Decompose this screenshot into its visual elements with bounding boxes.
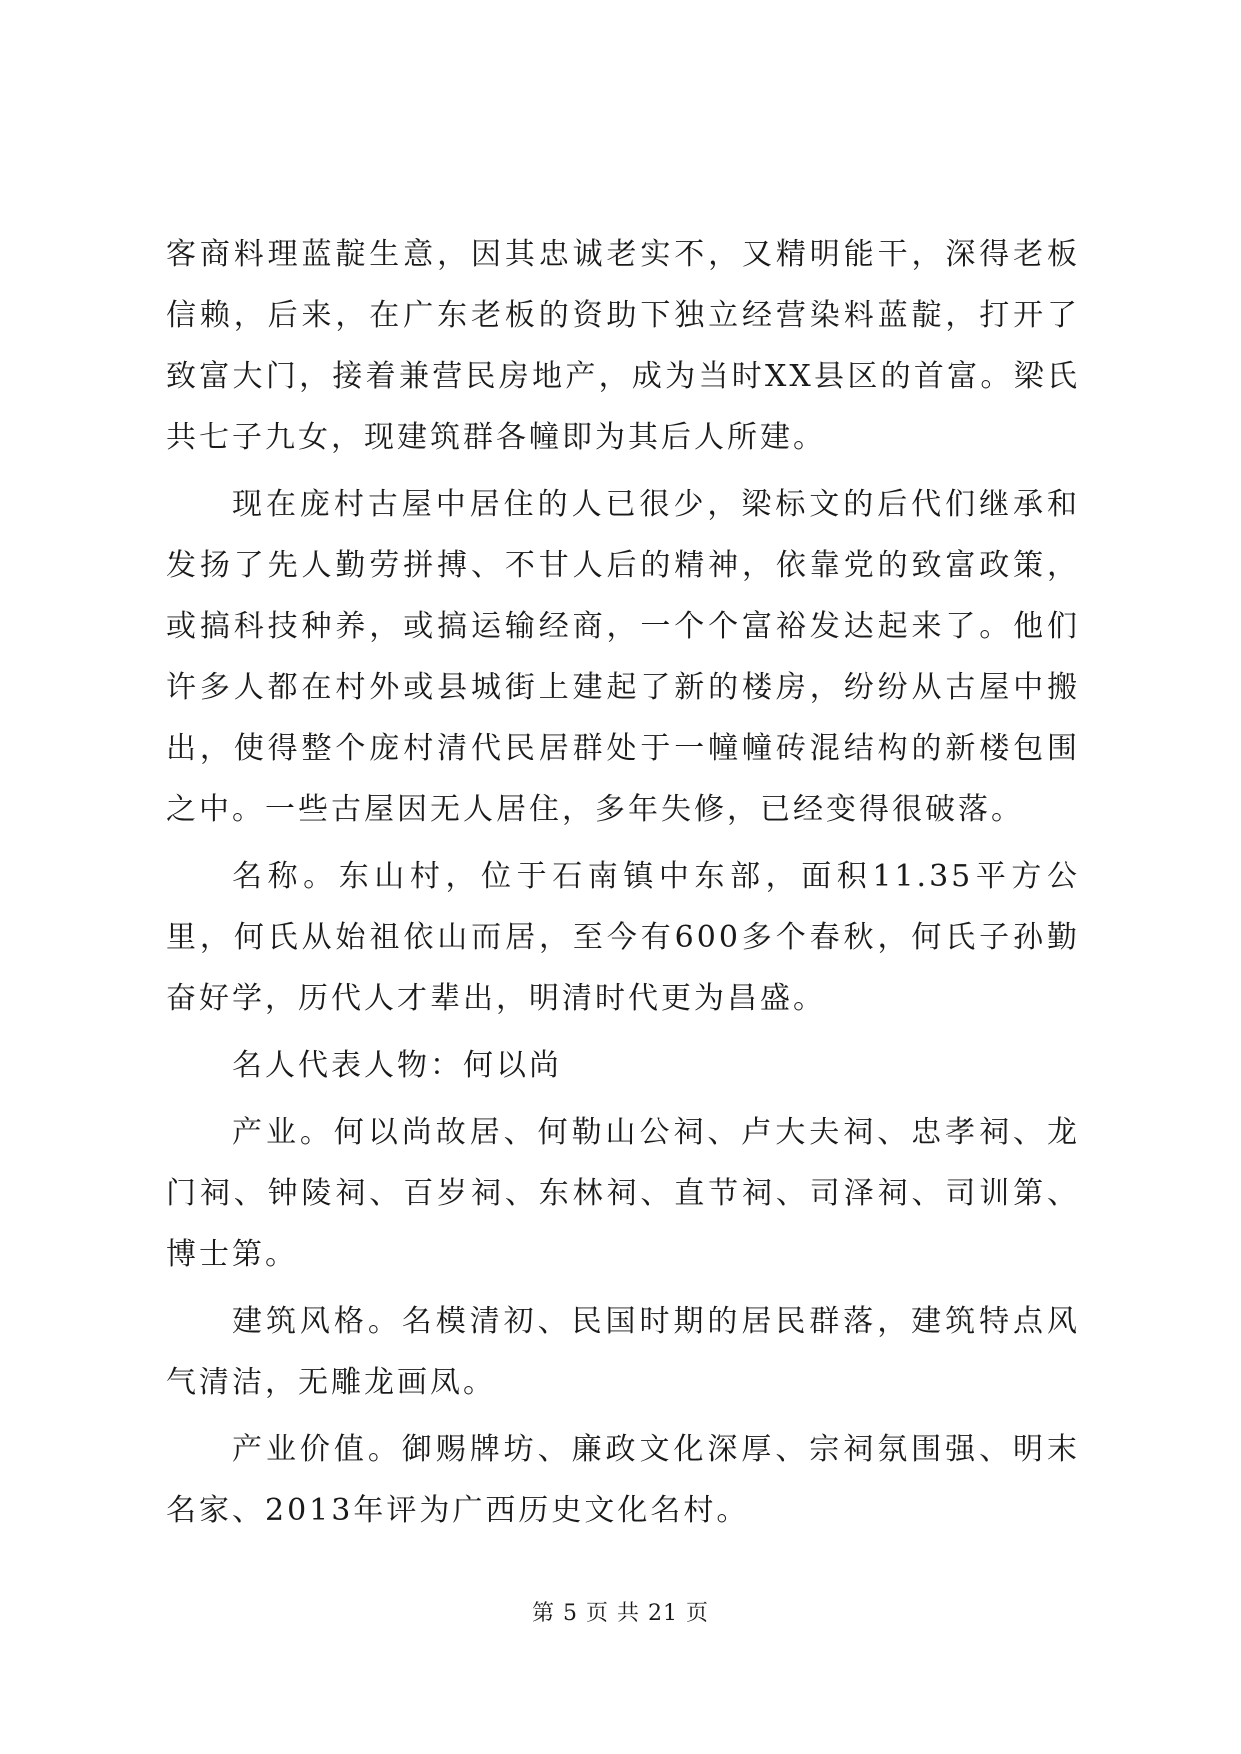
paragraph-5: 产业。何以尚故居、何勒山公祠、卢大夫祠、忠孝祠、龙门祠、钟陵祠、百岁祠、东林祠、直节祠、司泽祠、司训第、博士第。	[166, 1115, 1080, 1272]
paragraph-3: 名称。东山村，位于石南镇中东部，面积11.35平方公里，何氏从始祖依山而居，至今有600多个春秋，何氏子孙勤奋好学，历代人才辈出，明清时代更为昌盛。	[166, 859, 1080, 1016]
paragraph-6: 建筑风格。名模清初、民国时期的居民群落，建筑特点风气清洁，无雕龙画凤。	[166, 1304, 1080, 1400]
page-number-footer: 第 5 页 共 21 页	[532, 1601, 709, 1626]
paragraph-4: 名人代表人物：何以尚	[232, 1048, 562, 1083]
paragraph-2: 现在庞村古屋中居住的人已很少，梁标文的后代们继承和发扬了先人勤劳拼搏、不甘人后的精神，依靠党的致富政策，或搞科技种养，或搞运输经商，一个个富裕发达起来了。他们许多人都在村外或县城街上建起了新的楼房，纷纷从古屋中搬出，使得整个庞村清代民居群处于一幢幢砖混结构的新楼包围之中。一些古屋因无人居住，多年失修，已经变得很破落。	[166, 487, 1080, 827]
paragraph-1: 客商料理蓝靛生意，因其忠诚老实不，又精明能干，深得老板信赖，后来，在广东老板的资助下独立经营染料蓝靛，打开了致富大门，接着兼营民房地产，成为当时XX县区的首富。梁氏共七子九女，现建筑群各幢即为其后人所建。	[166, 237, 1080, 455]
body-text	[166, 224, 1080, 1547]
paragraph-7: 产业价值。御赐牌坊、廉政文化深厚、宗祠氛围强、明末名家、2013年评为广西历史文化名村。	[166, 1432, 1080, 1528]
